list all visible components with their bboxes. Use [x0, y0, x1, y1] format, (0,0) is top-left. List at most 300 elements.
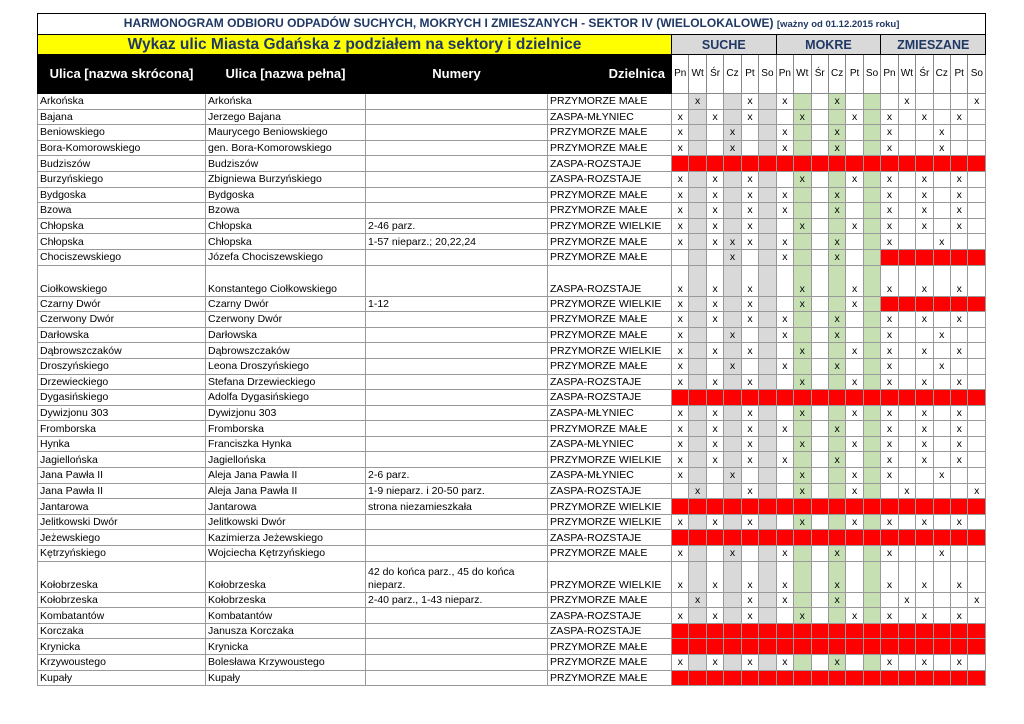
- day-mark-cell: [846, 452, 863, 468]
- day-header: So: [968, 55, 986, 94]
- day-mark-cell: x: [672, 265, 689, 296]
- table-row: [38, 249, 986, 265]
- day-mark-cell: [724, 421, 741, 437]
- day-mark-cell: [689, 655, 706, 671]
- day-mark-cell: [759, 374, 776, 390]
- day-mark-cell: x: [776, 140, 793, 156]
- day-mark-cell: x: [706, 187, 723, 203]
- day-mark-cell: [759, 218, 776, 234]
- day-mark-cell: x: [724, 546, 741, 562]
- day-mark-cell: [706, 639, 723, 655]
- day-mark-cell: [689, 140, 706, 156]
- day-mark-cell: [689, 499, 706, 515]
- day-mark-cell: [689, 608, 706, 624]
- day-mark-cell: x: [776, 249, 793, 265]
- day-mark-cell: [724, 592, 741, 608]
- day-mark-cell: [776, 171, 793, 187]
- day-mark-cell: [794, 312, 811, 328]
- street-short-cell: Chociszewskiego: [38, 249, 206, 265]
- day-header: Pn: [881, 55, 898, 94]
- day-mark-cell: [881, 390, 898, 406]
- day-mark-cell: [689, 390, 706, 406]
- day-mark-cell: [724, 452, 741, 468]
- day-mark-cell: [863, 343, 880, 359]
- day-mark-cell: [916, 670, 933, 686]
- day-mark-cell: [968, 140, 986, 156]
- day-mark-cell: [846, 655, 863, 671]
- street-short-cell: Korczaka: [38, 623, 206, 639]
- street-short-cell: Beniowskiego: [38, 125, 206, 141]
- numbers-cell: [366, 109, 548, 125]
- day-mark-cell: x: [776, 592, 793, 608]
- street-full-cell: Jantarowa: [206, 499, 366, 515]
- day-mark-cell: [741, 468, 758, 484]
- day-mark-cell: x: [951, 203, 968, 219]
- day-mark-cell: [951, 483, 968, 499]
- day-mark-cell: [689, 452, 706, 468]
- day-mark-cell: [933, 561, 950, 592]
- day-mark-cell: x: [881, 655, 898, 671]
- street-short-cell: Kołobrzeska: [38, 592, 206, 608]
- day-mark-cell: [863, 203, 880, 219]
- street-full-cell: Kupały: [206, 670, 366, 686]
- day-mark-cell: [898, 171, 915, 187]
- day-header: Cz: [933, 55, 950, 94]
- day-mark-cell: x: [706, 296, 723, 312]
- day-mark-cell: [846, 125, 863, 141]
- day-mark-cell: x: [741, 561, 758, 592]
- day-mark-cell: x: [741, 312, 758, 328]
- day-header: Cz: [828, 55, 845, 94]
- street-short-cell: Jana Pawła II: [38, 483, 206, 499]
- day-mark-cell: [689, 514, 706, 530]
- day-mark-cell: x: [916, 343, 933, 359]
- day-mark-cell: [881, 670, 898, 686]
- numbers-cell: [366, 156, 548, 172]
- day-mark-cell: [689, 109, 706, 125]
- day-mark-cell: x: [741, 187, 758, 203]
- day-mark-cell: [811, 343, 828, 359]
- day-mark-cell: [724, 156, 741, 172]
- day-mark-cell: [794, 358, 811, 374]
- day-mark-cell: [706, 670, 723, 686]
- day-mark-cell: x: [724, 468, 741, 484]
- day-mark-cell: [794, 655, 811, 671]
- day-mark-cell: [881, 296, 898, 312]
- day-mark-cell: [863, 452, 880, 468]
- day-mark-cell: [898, 436, 915, 452]
- day-mark-cell: [863, 94, 880, 110]
- day-mark-cell: [759, 358, 776, 374]
- table-row: [38, 234, 986, 250]
- day-mark-cell: [916, 156, 933, 172]
- day-mark-cell: [846, 187, 863, 203]
- day-mark-cell: x: [706, 452, 723, 468]
- day-header: Pt: [951, 55, 968, 94]
- day-mark-cell: [759, 109, 776, 125]
- street-full-cell: Chłopska: [206, 218, 366, 234]
- day-mark-cell: x: [776, 546, 793, 562]
- day-mark-cell: x: [672, 561, 689, 592]
- day-mark-cell: [706, 468, 723, 484]
- day-mark-cell: [968, 514, 986, 530]
- day-mark-cell: [672, 623, 689, 639]
- day-mark-cell: x: [846, 171, 863, 187]
- day-mark-cell: [846, 327, 863, 343]
- day-header: Pt: [741, 55, 758, 94]
- day-mark-cell: x: [933, 140, 950, 156]
- numbers-cell: [366, 140, 548, 156]
- day-header: Śr: [706, 55, 723, 94]
- day-mark-cell: [881, 530, 898, 546]
- day-mark-cell: [794, 670, 811, 686]
- street-full-cell: Kołobrzeska: [206, 592, 366, 608]
- day-mark-cell: [898, 249, 915, 265]
- street-short-cell: Arkońska: [38, 94, 206, 110]
- day-mark-cell: [863, 499, 880, 515]
- day-mark-cell: [916, 234, 933, 250]
- day-mark-cell: x: [881, 546, 898, 562]
- district-cell: PRZYMORZE MAŁE: [548, 327, 672, 343]
- day-mark-cell: [724, 187, 741, 203]
- day-mark-cell: [811, 452, 828, 468]
- day-mark-cell: [741, 140, 758, 156]
- day-mark-cell: [968, 296, 986, 312]
- day-mark-cell: [759, 514, 776, 530]
- day-mark-cell: [672, 483, 689, 499]
- day-mark-cell: [828, 171, 845, 187]
- day-mark-cell: x: [828, 140, 845, 156]
- table-row: [38, 546, 986, 562]
- day-mark-cell: x: [706, 218, 723, 234]
- numbers-cell: [366, 421, 548, 437]
- day-mark-cell: [776, 218, 793, 234]
- day-mark-cell: x: [672, 468, 689, 484]
- day-mark-cell: x: [741, 421, 758, 437]
- district-cell: PRZYMORZE MAŁE: [548, 421, 672, 437]
- day-header: Pn: [672, 55, 689, 94]
- day-mark-cell: [898, 655, 915, 671]
- day-mark-cell: x: [672, 296, 689, 312]
- day-mark-cell: [951, 358, 968, 374]
- day-mark-cell: [968, 670, 986, 686]
- day-mark-cell: [916, 125, 933, 141]
- day-mark-cell: [968, 452, 986, 468]
- table-row: [38, 125, 986, 141]
- district-cell: PRZYMORZE WIELKIE: [548, 499, 672, 515]
- day-mark-cell: [776, 514, 793, 530]
- table-row: [38, 608, 986, 624]
- numbers-cell: [366, 265, 548, 296]
- day-mark-cell: [828, 343, 845, 359]
- day-mark-cell: [741, 670, 758, 686]
- day-mark-cell: [811, 499, 828, 515]
- day-mark-cell: x: [881, 405, 898, 421]
- day-mark-cell: [794, 592, 811, 608]
- sheet-title: [38, 14, 986, 35]
- day-mark-cell: [951, 94, 968, 110]
- day-mark-cell: x: [776, 187, 793, 203]
- day-mark-cell: x: [794, 374, 811, 390]
- day-mark-cell: [706, 327, 723, 343]
- day-header: So: [863, 55, 880, 94]
- district-cell: ZASPA-ROZSTAJE: [548, 374, 672, 390]
- day-mark-cell: [881, 249, 898, 265]
- day-mark-cell: x: [828, 655, 845, 671]
- day-mark-cell: [759, 405, 776, 421]
- validity-text: [ważny od 01.12.2015 roku]: [776, 19, 900, 30]
- district-cell: ZASPA-MŁYNIEC: [548, 436, 672, 452]
- street-short-cell: Jelitkowski Dwór: [38, 514, 206, 530]
- district-cell: ZASPA-ROZSTAJE: [548, 608, 672, 624]
- day-mark-cell: x: [881, 125, 898, 141]
- day-mark-cell: [689, 561, 706, 592]
- day-mark-cell: x: [741, 265, 758, 296]
- day-mark-cell: [689, 421, 706, 437]
- day-mark-cell: x: [794, 343, 811, 359]
- day-mark-cell: x: [776, 312, 793, 328]
- day-mark-cell: [689, 327, 706, 343]
- street-full-cell: Konstantego Ciołkowskiego: [206, 265, 366, 296]
- day-mark-cell: [863, 109, 880, 125]
- table-row: [38, 374, 986, 390]
- day-mark-cell: [794, 94, 811, 110]
- day-mark-cell: [968, 109, 986, 125]
- day-mark-cell: x: [672, 234, 689, 250]
- day-mark-cell: [898, 343, 915, 359]
- day-header: Cz: [724, 55, 741, 94]
- day-mark-cell: [916, 546, 933, 562]
- day-mark-cell: x: [672, 109, 689, 125]
- day-mark-cell: x: [916, 452, 933, 468]
- day-mark-cell: x: [968, 94, 986, 110]
- day-mark-cell: [916, 94, 933, 110]
- street-short-cell: Jeżewskiego: [38, 530, 206, 546]
- day-mark-cell: [933, 483, 950, 499]
- day-mark-cell: [968, 343, 986, 359]
- day-mark-cell: [759, 421, 776, 437]
- day-mark-cell: [759, 655, 776, 671]
- day-mark-cell: x: [828, 452, 845, 468]
- day-mark-cell: x: [794, 218, 811, 234]
- day-mark-cell: x: [672, 312, 689, 328]
- day-mark-cell: [828, 265, 845, 296]
- numbers-cell: [366, 436, 548, 452]
- day-mark-cell: [968, 608, 986, 624]
- numbers-cell: [366, 546, 548, 562]
- day-mark-cell: [776, 296, 793, 312]
- day-mark-cell: [846, 670, 863, 686]
- day-mark-cell: [863, 561, 880, 592]
- day-mark-cell: [672, 156, 689, 172]
- day-mark-cell: [916, 639, 933, 655]
- day-mark-cell: [741, 249, 758, 265]
- district-cell: ZASPA-MŁYNIEC: [548, 405, 672, 421]
- day-mark-cell: [898, 218, 915, 234]
- day-mark-cell: [811, 374, 828, 390]
- day-mark-cell: [811, 483, 828, 499]
- day-mark-cell: x: [951, 218, 968, 234]
- day-mark-cell: x: [741, 218, 758, 234]
- street-full-cell: Krynicka: [206, 639, 366, 655]
- day-mark-cell: [706, 390, 723, 406]
- day-mark-cell: [898, 140, 915, 156]
- day-mark-cell: [689, 546, 706, 562]
- day-mark-cell: [898, 499, 915, 515]
- day-mark-cell: [759, 546, 776, 562]
- numbers-cell: 1-57 nieparz.; 20,22,24: [366, 234, 548, 250]
- day-mark-cell: [794, 561, 811, 592]
- day-mark-cell: x: [933, 125, 950, 141]
- day-mark-cell: [916, 483, 933, 499]
- district-cell: PRZYMORZE MAŁE: [548, 546, 672, 562]
- day-mark-cell: [759, 343, 776, 359]
- day-mark-cell: x: [881, 187, 898, 203]
- day-mark-cell: x: [672, 358, 689, 374]
- day-mark-cell: [968, 358, 986, 374]
- day-mark-cell: x: [951, 405, 968, 421]
- day-mark-cell: [811, 468, 828, 484]
- day-mark-cell: [811, 436, 828, 452]
- table-row: [38, 452, 986, 468]
- day-mark-cell: [933, 171, 950, 187]
- day-mark-cell: [759, 468, 776, 484]
- day-mark-cell: x: [916, 265, 933, 296]
- day-mark-cell: x: [951, 265, 968, 296]
- day-mark-cell: [689, 249, 706, 265]
- day-mark-cell: [776, 623, 793, 639]
- numbers-cell: [366, 327, 548, 343]
- street-full-cell: Wojciecha Kętrzyńskiego: [206, 546, 366, 562]
- day-mark-cell: x: [706, 655, 723, 671]
- street-short-cell: Darłowska: [38, 327, 206, 343]
- day-mark-cell: [898, 296, 915, 312]
- day-mark-cell: x: [916, 655, 933, 671]
- day-mark-cell: [811, 312, 828, 328]
- day-mark-cell: [846, 623, 863, 639]
- day-mark-cell: [846, 546, 863, 562]
- day-mark-cell: [968, 468, 986, 484]
- day-mark-cell: [828, 390, 845, 406]
- day-mark-cell: x: [881, 421, 898, 437]
- table-row: [38, 140, 986, 156]
- day-mark-cell: x: [724, 249, 741, 265]
- day-mark-cell: [898, 639, 915, 655]
- day-mark-cell: x: [828, 592, 845, 608]
- day-mark-cell: x: [916, 203, 933, 219]
- street-full-cell: Dywizjonu 303: [206, 405, 366, 421]
- day-mark-cell: x: [672, 140, 689, 156]
- day-mark-cell: x: [741, 608, 758, 624]
- day-mark-cell: [881, 499, 898, 515]
- day-mark-cell: [689, 343, 706, 359]
- day-mark-cell: [898, 203, 915, 219]
- day-mark-cell: x: [741, 203, 758, 219]
- day-mark-cell: [759, 623, 776, 639]
- day-mark-cell: [846, 499, 863, 515]
- day-mark-cell: [776, 499, 793, 515]
- day-mark-cell: [828, 530, 845, 546]
- day-mark-cell: [898, 405, 915, 421]
- day-mark-cell: x: [741, 452, 758, 468]
- day-mark-cell: [863, 234, 880, 250]
- day-mark-cell: [689, 312, 706, 328]
- day-mark-cell: x: [794, 514, 811, 530]
- day-mark-cell: [828, 218, 845, 234]
- day-mark-cell: [846, 234, 863, 250]
- day-mark-cell: [811, 109, 828, 125]
- table-row: [38, 327, 986, 343]
- day-mark-cell: [776, 156, 793, 172]
- day-mark-cell: [898, 608, 915, 624]
- day-mark-cell: [794, 156, 811, 172]
- day-mark-cell: x: [828, 421, 845, 437]
- table-row: [38, 639, 986, 655]
- street-full-cell: Budziszów: [206, 156, 366, 172]
- day-mark-cell: [672, 249, 689, 265]
- day-mark-cell: [811, 390, 828, 406]
- day-mark-cell: [794, 452, 811, 468]
- day-mark-cell: [776, 483, 793, 499]
- day-mark-cell: [706, 156, 723, 172]
- day-mark-cell: x: [881, 312, 898, 328]
- day-mark-cell: [811, 234, 828, 250]
- street-short-cell: Kołobrzeska: [38, 561, 206, 592]
- day-mark-cell: [689, 218, 706, 234]
- day-mark-cell: [672, 94, 689, 110]
- day-mark-cell: [811, 561, 828, 592]
- day-mark-cell: [776, 343, 793, 359]
- street-full-cell: Bzowa: [206, 203, 366, 219]
- day-mark-cell: [828, 608, 845, 624]
- numbers-cell: [366, 312, 548, 328]
- day-mark-cell: x: [724, 358, 741, 374]
- day-mark-cell: x: [828, 358, 845, 374]
- day-mark-cell: [951, 499, 968, 515]
- numbers-cell: 1-12: [366, 296, 548, 312]
- day-mark-cell: [846, 312, 863, 328]
- day-mark-cell: [759, 530, 776, 546]
- street-short-cell: Bora-Komorowskiego: [38, 140, 206, 156]
- day-mark-cell: [863, 249, 880, 265]
- day-mark-cell: [916, 140, 933, 156]
- day-mark-cell: [951, 140, 968, 156]
- day-mark-cell: x: [846, 218, 863, 234]
- day-mark-cell: x: [741, 234, 758, 250]
- day-mark-cell: [951, 296, 968, 312]
- numbers-cell: [366, 530, 548, 546]
- table-row: [38, 390, 986, 406]
- district-cell: PRZYMORZE MAŁE: [548, 655, 672, 671]
- day-mark-cell: [759, 499, 776, 515]
- numbers-cell: [366, 374, 548, 390]
- day-mark-cell: x: [933, 468, 950, 484]
- day-mark-cell: [828, 514, 845, 530]
- day-mark-cell: x: [672, 421, 689, 437]
- day-mark-cell: x: [828, 94, 845, 110]
- day-mark-cell: [828, 468, 845, 484]
- day-mark-cell: [759, 249, 776, 265]
- day-mark-cell: [863, 608, 880, 624]
- day-mark-cell: [741, 499, 758, 515]
- day-mark-cell: [811, 405, 828, 421]
- day-mark-cell: [828, 405, 845, 421]
- day-mark-cell: x: [741, 374, 758, 390]
- day-mark-cell: [863, 187, 880, 203]
- day-mark-cell: [951, 670, 968, 686]
- street-full-cell: Czerwony Dwór: [206, 312, 366, 328]
- table-row: [38, 109, 986, 125]
